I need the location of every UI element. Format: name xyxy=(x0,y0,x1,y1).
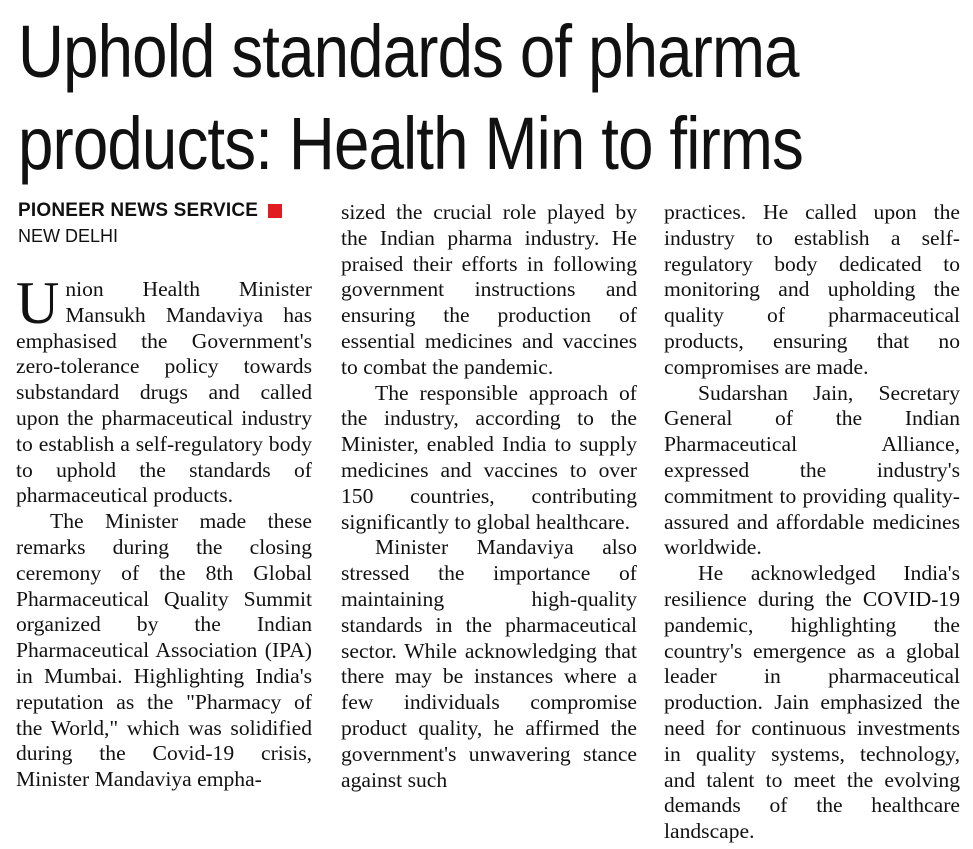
article-column-1 xyxy=(16,270,312,793)
byline xyxy=(18,200,282,247)
headline-line-1: Uphold standards of pharma xyxy=(18,10,799,93)
article-paragraph: Sudarshan Jain, Secretary General of the Indian Pharmaceutical Alliance, expressed the industry's commitment to providing quality-assured and affordable medicines worldwide. xyxy=(664,380,960,560)
byline-dateline: NEW DELHI xyxy=(18,226,119,246)
article-column-3 xyxy=(664,200,960,845)
article-column-2 xyxy=(341,200,637,793)
article-paragraph: Minister Mandaviya also stressed the importance of maintaining high-quality standards in the pharmaceutical sector. While acknowledging that there may be instances where a few individuals compromise product quality, he affirmed the government's unwavering stance against such xyxy=(341,535,637,792)
article-paragraph: sized the crucial role played by the Indian pharma industry. He praised their efforts in following government instructions and ensuring the production of essential medicines and vaccines to combat the pandemic. xyxy=(341,200,637,379)
headline xyxy=(18,6,831,190)
article-paragraph: practices. He called upon the industry to establish a self-regulatory body dedicated to monitoring and upholding the quality of pharmaceutical products, ensuring that no compromises are made. xyxy=(664,200,960,379)
red-square-icon xyxy=(268,204,282,218)
article-paragraph: The Minister made these remarks during the closing ceremony of the 8th Global Pharmaceutical Quality Summit organized by the Indian Pharmaceutical Association (IPA) in Mumbai. Highlighting India's reputation as the "Pharmacy of the World," which was solidified during the Covid-19 crisis, Minister Mandaviya empha- xyxy=(16,509,312,792)
byline-agency-row xyxy=(18,200,282,222)
drop-cap: U xyxy=(16,270,60,336)
byline-agency: PIONEER NEWS SERVICE xyxy=(18,200,259,221)
headline-line-2: products: Health Min to firms xyxy=(18,102,803,185)
article-paragraph: The responsible approach of the industry, according to the Minister, enabled India to supply medicines and vaccines to over 150 countries, contributing significantly to global healthcare. xyxy=(341,380,637,534)
article-paragraph xyxy=(16,270,312,509)
paragraph-text: nion Health Minister Mansukh Mandaviya has emphasised the Government's zero-tolerance policy towards substandard drugs and called upon the pharmaceutical industry to establish a self-regulatory body to uphold the standards of pharmaceutical products. xyxy=(16,277,312,508)
article-paragraph: He acknowledged India's resilience during the COVID-19 pandemic, highlighting the country's emergence as a global leader in pharmaceutical production. Jain emphasized the need for continuous investments in quality systems, technology, and talent to meet the evolving demands of the healthcare landscape. xyxy=(664,561,960,844)
